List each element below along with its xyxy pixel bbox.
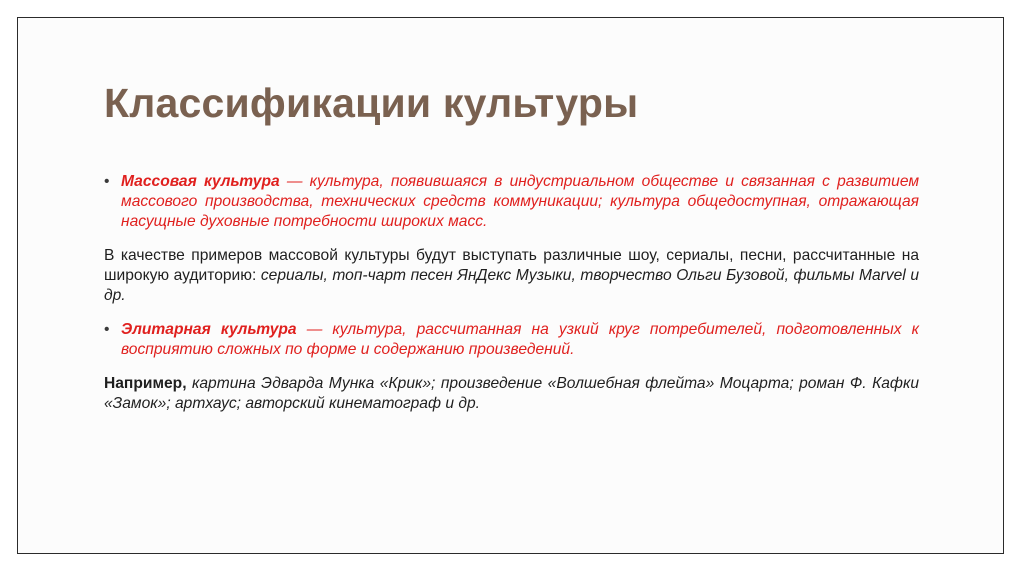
bullet-dot-icon: • (104, 173, 110, 190)
bullet-elite-culture (104, 320, 919, 360)
slide-content (104, 172, 919, 428)
mass-culture-examples (104, 246, 919, 306)
mass-culture-term: Массовая культура (121, 173, 280, 190)
elite-culture-term: Элитарная культура (121, 321, 297, 338)
elite-culture-definition (121, 320, 919, 360)
mass-culture-text: — культура, появившаяся в индустриальном обществе и связанная с развитием массового производства, технических средств коммуникации; культура общедоступная, отражающая насущные духовные потребности широких масс. (121, 173, 920, 230)
mass-culture-definition (121, 172, 919, 232)
elite-examples-lead: Например, (104, 375, 187, 392)
mass-examples-intro: В качестве примеров массовой культуры будут выступать различные шоу, сериалы, песни, рассчитанные на широкую аудиторию: (104, 247, 919, 284)
elite-examples-list: картина Эдварда Мунка «Крик»; произведение «Волшебная флейта» Моцарта; роман Ф. Кафки «Замок»; артхаус; авторский кинематограф и др. (104, 375, 919, 412)
slide-title: Классификации культуры (104, 80, 639, 126)
elite-culture-text: — культура, рассчитанная на узкий круг потребителей, подготовленных к восприятию сложных по форме и содержанию произведений. (121, 321, 920, 358)
elite-culture-examples (104, 374, 919, 414)
bullet-mass-culture (104, 172, 919, 232)
mass-examples-list: сериалы, топ-чарт песен ЯнДекс Музыки, творчество Ольги Бузовой, фильмы Marvel и др. (104, 267, 919, 304)
bullet-dot-icon: • (104, 321, 110, 338)
